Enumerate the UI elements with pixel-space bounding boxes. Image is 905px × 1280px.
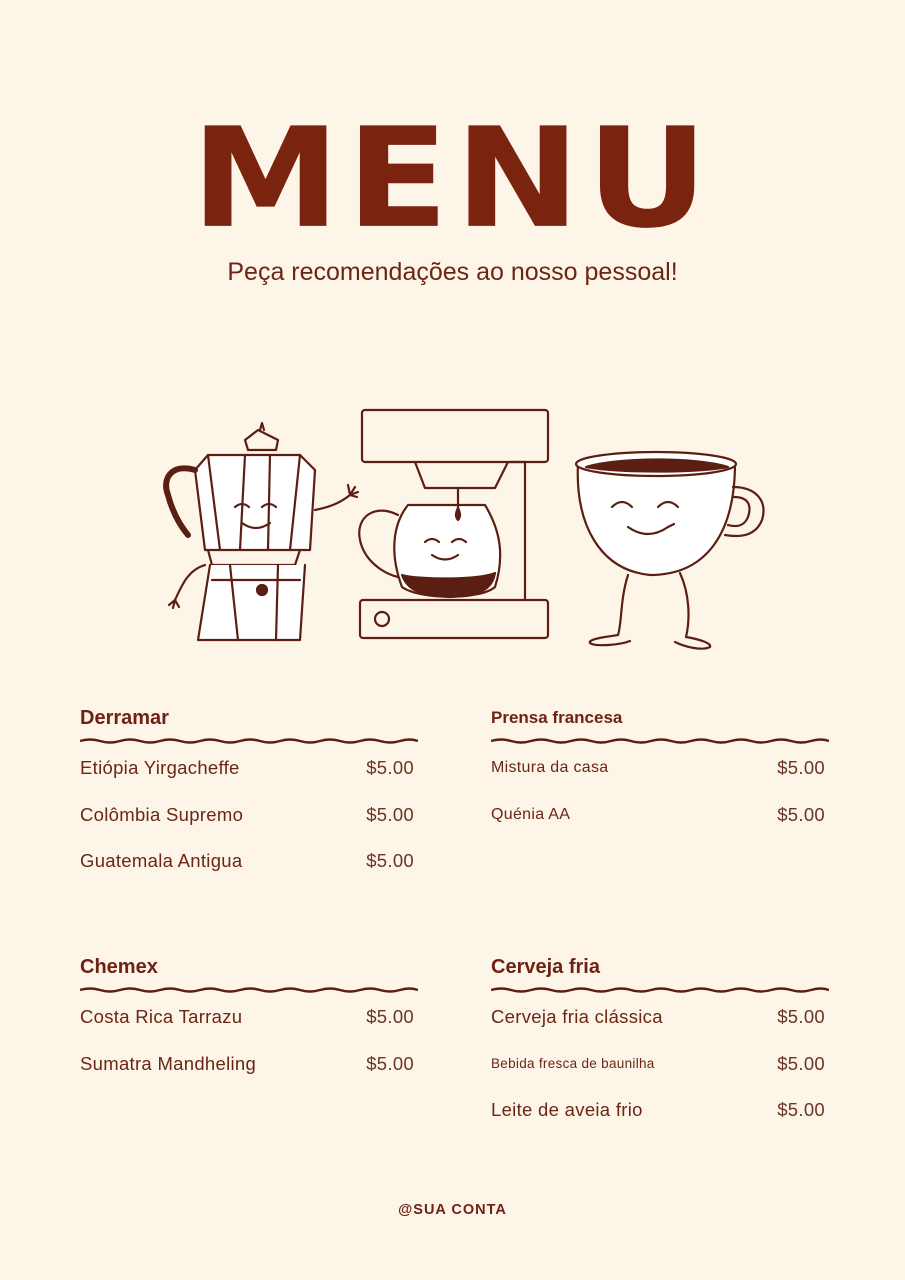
section-heading: Chemex [80, 956, 158, 978]
menu-subtitle: Peça recomendações ao nosso pessoal! [227, 258, 678, 286]
moka-pot-icon [166, 423, 358, 640]
menu-item: Leite de aveia frio $5.00 [491, 1099, 825, 1121]
social-handle: @SUA CONTA [398, 1202, 507, 1218]
coffee-machine-icon [359, 410, 548, 638]
menu-title: MENU [190, 98, 715, 260]
coffee-cup-icon [576, 452, 763, 649]
section-heading: Derramar [80, 707, 169, 729]
menu-item: Sumatra Mandheling $5.00 [80, 1052, 414, 1074]
menu-item: Bebida fresca de baunilha $5.00 [491, 1052, 825, 1074]
menu-item: Guatemala Antigua $5.00 [80, 850, 414, 872]
section-cerveja-fria [491, 952, 829, 1134]
wavy-divider [80, 986, 418, 994]
coffee-characters-illustration [150, 395, 770, 660]
menu-item: Mistura da casa $5.00 [491, 757, 825, 779]
menu-item: Costa Rica Tarrazu $5.00 [80, 1006, 414, 1028]
menu-item: Colômbia Supremo $5.00 [80, 803, 414, 825]
wavy-divider [491, 986, 829, 994]
section-heading: Cerveja fria [491, 956, 600, 978]
section-prensa-francesa [491, 703, 829, 838]
menu-item: Etiópia Yirgacheffe $5.00 [80, 757, 414, 779]
wavy-divider [80, 737, 418, 745]
section-heading: Prensa francesa [491, 708, 623, 727]
wavy-divider [491, 737, 829, 745]
section-chemex [80, 952, 418, 1087]
menu-item: Cerveja fria clássica $5.00 [491, 1006, 825, 1028]
menu-item: Quénia AA $5.00 [491, 803, 825, 825]
section-derramar [80, 703, 418, 885]
